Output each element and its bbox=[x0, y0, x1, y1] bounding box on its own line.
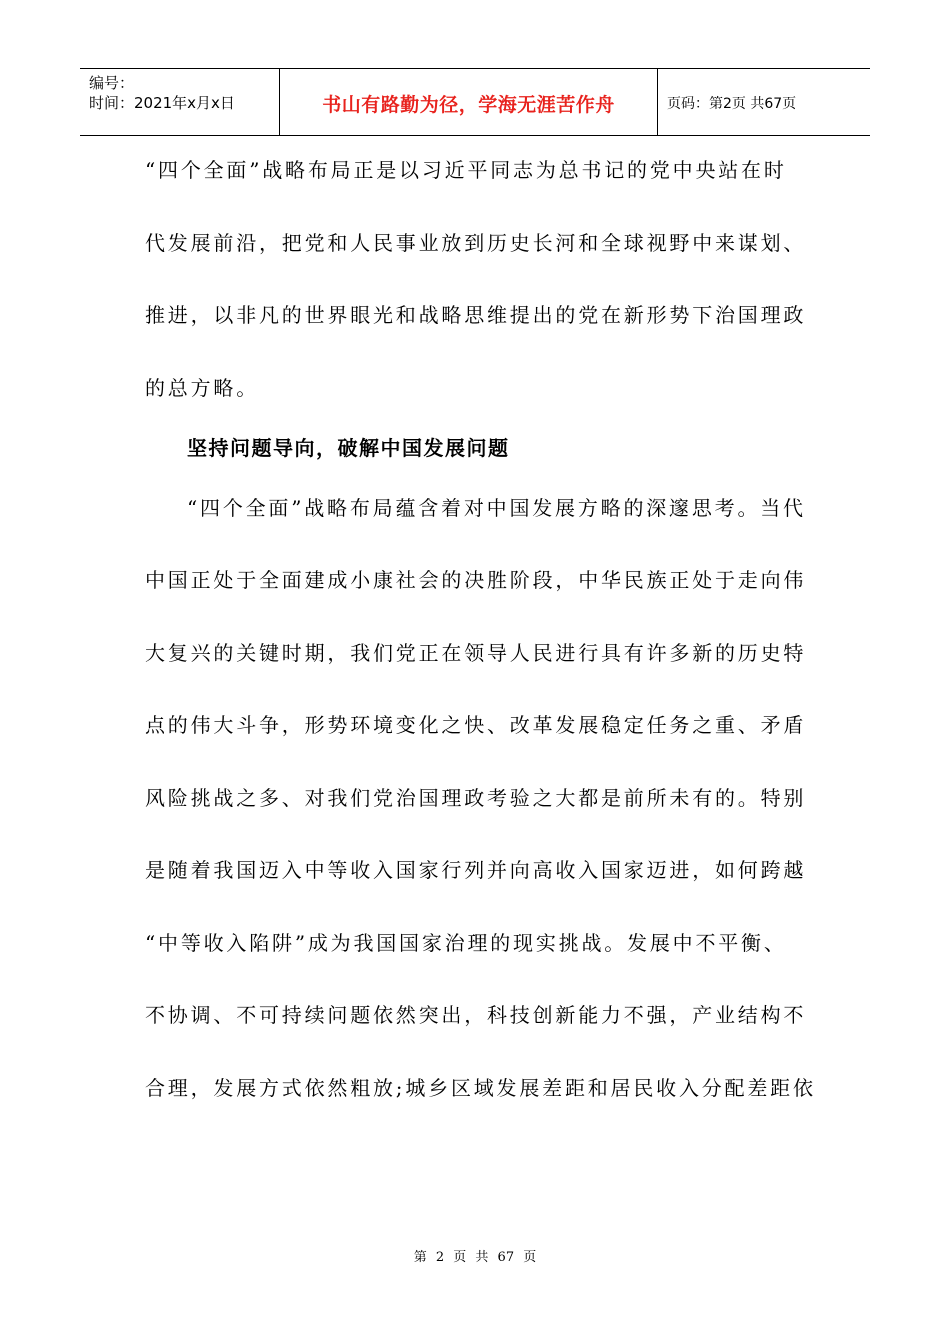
section-heading: 坚持问题导向，破解中国发展问题 bbox=[187, 435, 510, 460]
document-body bbox=[145, 158, 816, 1148]
body-line: 点的伟大斗争，形势环境变化之快、改革发展稳定任务之重、矛盾 bbox=[145, 713, 807, 737]
header-motto: 书山有路勤为径，学海无涯苦作舟 bbox=[280, 69, 658, 135]
body-line: 大复兴的关键时期，我们党正在领导人民进行具有许多新的历史特 bbox=[145, 640, 807, 665]
body-line: “四个全面”战略布局蕴含着对中国发展方略的深邃思考。当代 bbox=[187, 495, 806, 520]
body-line: 的总方略。 bbox=[145, 375, 259, 400]
body-line: 风险挑战之多、对我们党治国理政考验之大都是前所未有的。特别 bbox=[145, 785, 807, 810]
page-footer: 第 2 页 共 67 页 bbox=[413, 1250, 537, 1265]
document-number: 编号： bbox=[89, 74, 135, 92]
body-line: 中国正处于全面建成小康社会的决胜阶段，中华民族正处于走向伟 bbox=[145, 568, 807, 592]
header-page-number: 页码：第2页 共67页 bbox=[667, 96, 797, 112]
body-line: 代发展前沿，把党和人民事业放到历史长河和全球视野中来谋划、 bbox=[145, 230, 807, 255]
body-line: 推进，以非凡的世界眼光和战略思维提出的党在新形势下治国理政 bbox=[145, 303, 807, 327]
body-line: 不协调、不可持续问题依然突出，科技创新能力不强，产业结构不 bbox=[145, 1003, 807, 1027]
body-line: 是随着我国迈入中等收入国家行列并向高收入国家迈进，如何跨越 bbox=[145, 858, 807, 882]
header-meta bbox=[80, 69, 280, 135]
body-line: “中等收入陷阱”成为我国国家治理的现实挑战。发展中不平衡、 bbox=[145, 930, 787, 955]
body-line: “四个全面”战略布局正是以习近平同志为总书记的党中央站在时 bbox=[145, 158, 787, 182]
body-line: 合理，发展方式依然粗放;城乡区域发展差距和居民收入分配差距依 bbox=[145, 1075, 816, 1100]
page-header bbox=[80, 68, 870, 136]
document-date: 时间：2021年x月x日 bbox=[89, 94, 235, 112]
